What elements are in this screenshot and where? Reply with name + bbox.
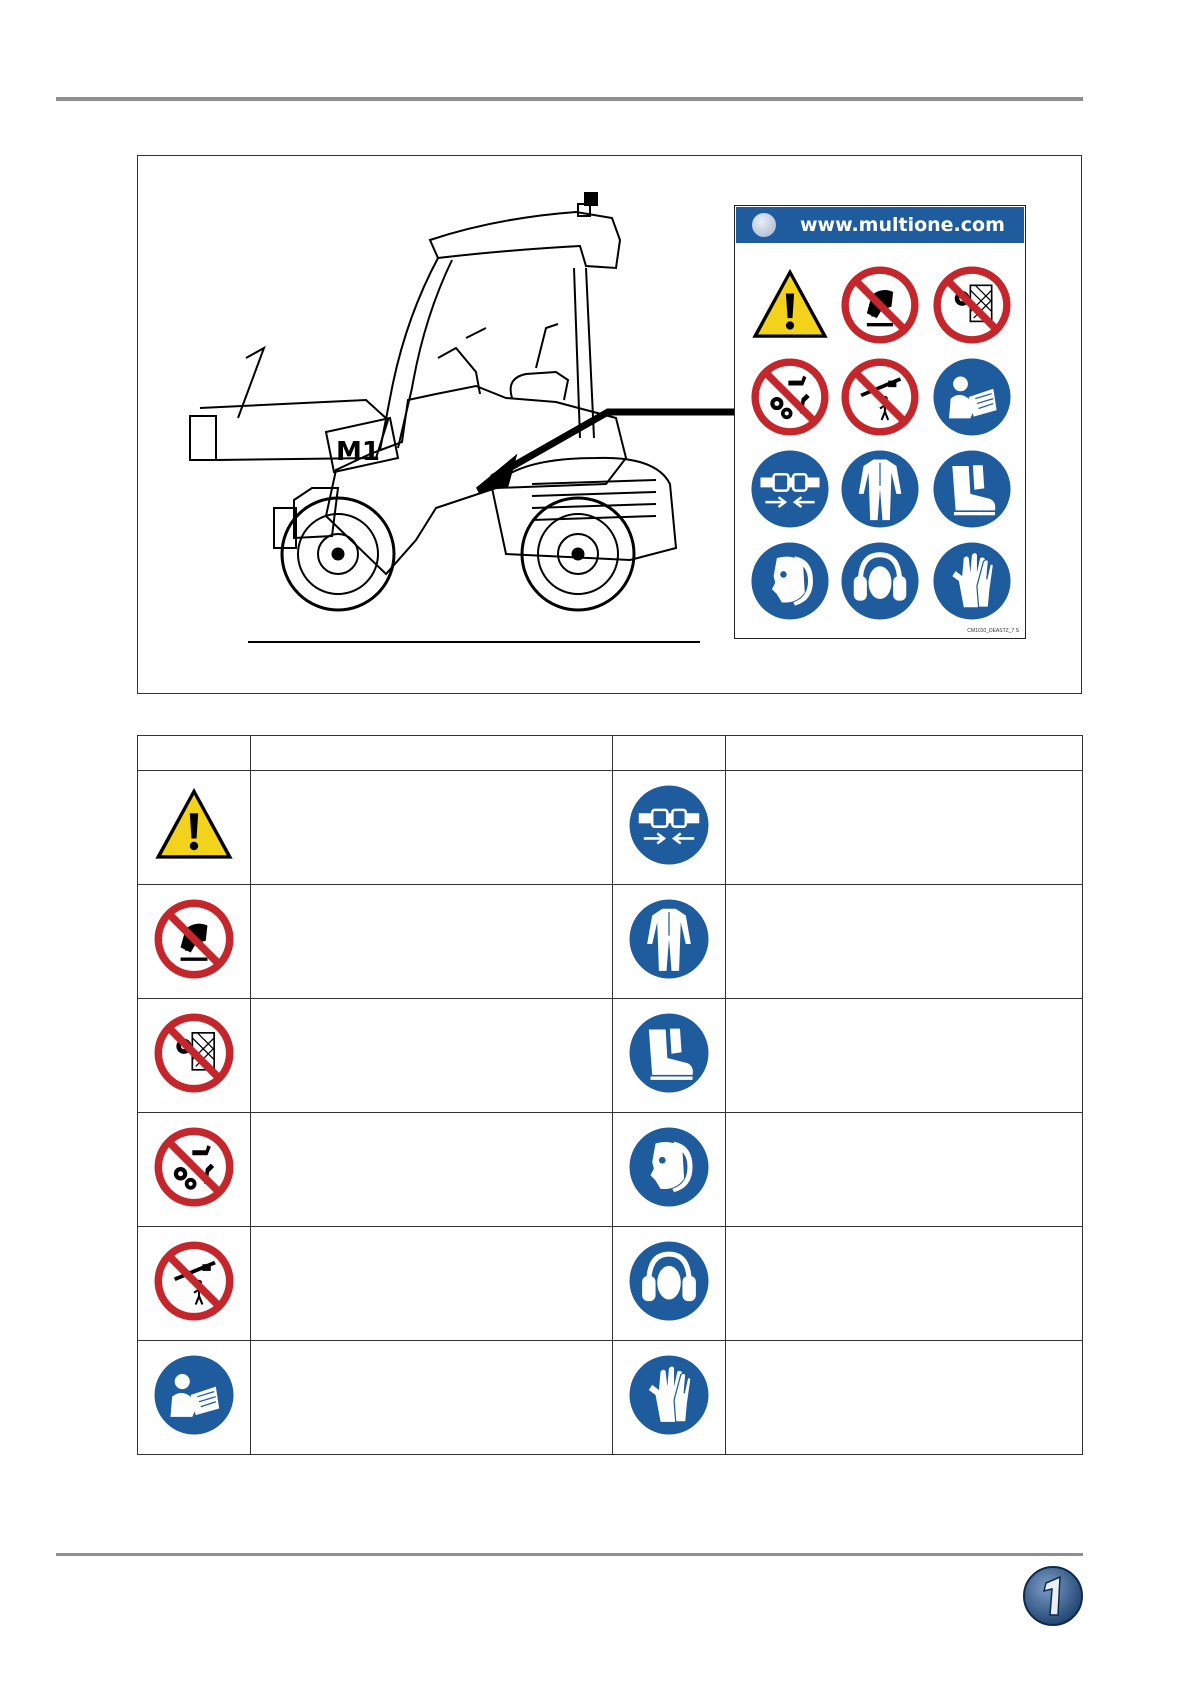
decal-general-warning-icon xyxy=(749,264,831,346)
header-rule xyxy=(56,97,1083,101)
ear-protection-icon xyxy=(627,1239,711,1323)
table-row xyxy=(138,1227,1083,1341)
decal-fasten-seatbelt-icon xyxy=(749,448,831,530)
safety-boots-icon xyxy=(627,1011,711,1095)
footer-rule xyxy=(56,1553,1083,1556)
symbol-cell xyxy=(138,1227,251,1341)
table-row xyxy=(138,1341,1083,1455)
svg-text:M1: M1 xyxy=(336,437,380,467)
description-cell xyxy=(726,1227,1083,1341)
no-reaching-moving-parts-icon xyxy=(152,1011,236,1095)
globe-icon xyxy=(752,213,776,237)
description-cell xyxy=(726,885,1083,999)
decal-read-manual-icon xyxy=(931,356,1013,438)
table-row xyxy=(138,771,1083,885)
decal-no-standing-under-load-icon xyxy=(839,356,921,438)
decal-protective-gloves-icon xyxy=(931,540,1013,622)
header-description-col xyxy=(251,736,613,771)
symbol-cell xyxy=(613,999,726,1113)
fasten-seatbelt-icon xyxy=(627,783,711,867)
description-cell xyxy=(251,771,613,885)
symbol-cell xyxy=(613,771,726,885)
decal-code: CM1010_DEASTZ_7 S xyxy=(967,628,1019,634)
description-cell xyxy=(726,1113,1083,1227)
face-shield-icon xyxy=(627,1125,711,1209)
symbol-cell xyxy=(138,771,251,885)
decal-face-shield-icon xyxy=(749,540,831,622)
general-warning-icon xyxy=(152,783,236,867)
table-row xyxy=(138,885,1083,999)
decal-ear-protection-icon xyxy=(839,540,921,622)
decal-header xyxy=(736,207,1024,243)
read-manual-icon xyxy=(152,1353,236,1437)
loader-machine-drawing xyxy=(176,188,736,648)
symbol-cell xyxy=(613,885,726,999)
description-cell xyxy=(726,1341,1083,1455)
symbol-cell xyxy=(138,1113,251,1227)
multione-logo-icon xyxy=(1022,1565,1084,1627)
decal-protective-clothing-icon xyxy=(839,448,921,530)
decal-no-maintenance-running-icon xyxy=(749,356,831,438)
decal-url: www.multione.com xyxy=(800,214,1005,236)
decal-no-reaching-moving-parts-icon xyxy=(931,264,1013,346)
symbol-cell xyxy=(613,1341,726,1455)
safety-decal xyxy=(734,205,1026,639)
header-description-col xyxy=(726,736,1083,771)
description-cell xyxy=(251,1113,613,1227)
description-cell xyxy=(251,999,613,1113)
decal-no-touch-hot-surface-icon xyxy=(839,264,921,346)
table-row xyxy=(138,1113,1083,1227)
decal-safety-boots-icon xyxy=(931,448,1013,530)
header-symbol-col xyxy=(613,736,726,771)
description-cell xyxy=(251,1341,613,1455)
protective-clothing-icon xyxy=(627,897,711,981)
symbol-cell xyxy=(138,1341,251,1455)
description-cell xyxy=(251,1227,613,1341)
protective-gloves-icon xyxy=(627,1353,711,1437)
no-touch-hot-surface-icon xyxy=(152,897,236,981)
symbol-cell xyxy=(138,885,251,999)
table-header-row xyxy=(138,736,1083,771)
no-maintenance-running-icon xyxy=(152,1125,236,1209)
description-cell xyxy=(726,771,1083,885)
no-standing-under-load-icon xyxy=(152,1239,236,1323)
description-cell xyxy=(251,885,613,999)
symbol-cell xyxy=(138,999,251,1113)
symbol-cell xyxy=(613,1227,726,1341)
table-row xyxy=(138,999,1083,1113)
header-symbol-col xyxy=(138,736,251,771)
description-cell xyxy=(726,999,1083,1113)
symbol-legend-table xyxy=(137,735,1083,1455)
symbol-cell xyxy=(613,1113,726,1227)
